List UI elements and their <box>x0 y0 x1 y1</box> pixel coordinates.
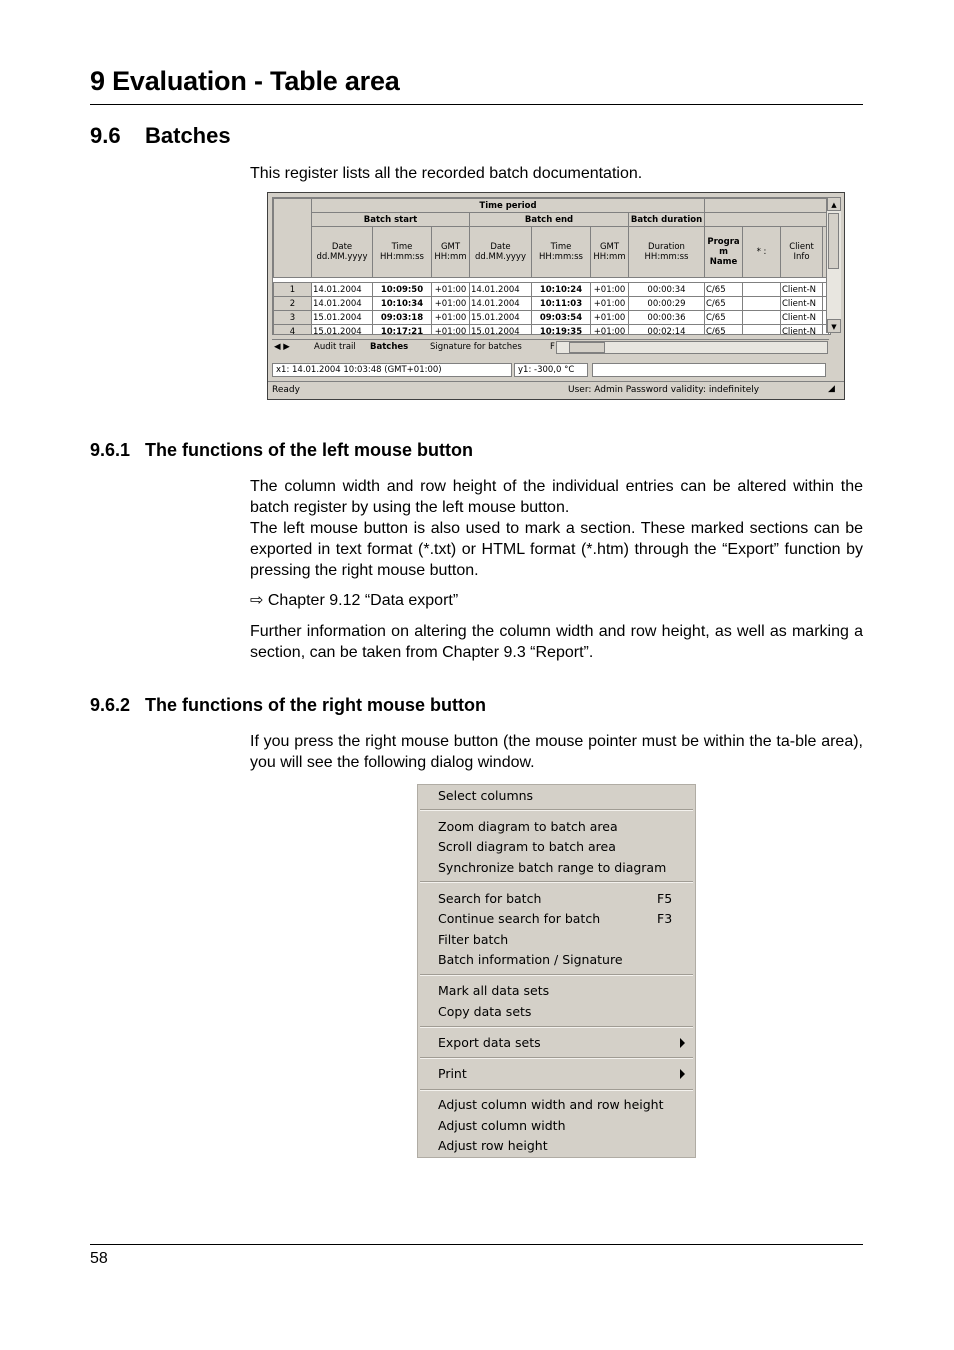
header-batch-start: Batch start <box>312 213 470 227</box>
section-number: 9.6 <box>90 123 121 148</box>
menu-item-select-columns[interactable]: Select columns <box>438 788 534 803</box>
scroll-thumb[interactable] <box>828 213 839 269</box>
col-start-date[interactable]: Date dd.MM.yyyy <box>312 227 373 278</box>
col-client-info[interactable]: Client Info <box>781 227 823 278</box>
subsection-2-number: 9.6.2 <box>90 695 131 715</box>
col-start-time[interactable]: Time HH:mm:ss <box>373 227 432 278</box>
status-user: User: Admin Password validity: indefinitely <box>568 385 760 395</box>
col-start-gmt[interactable]: GMT HH:mm <box>432 227 470 278</box>
menu-item-search[interactable]: Search for batch <box>438 891 542 906</box>
subsection-1-title: The functions of the left mouse button <box>145 440 473 460</box>
col-end-date[interactable]: Date dd.MM.yyyy <box>470 227 532 278</box>
menu-item-adjust-row[interactable]: Adjust row height <box>438 1138 548 1153</box>
footer-rule <box>90 1244 863 1245</box>
menu-item-mark-all[interactable]: Mark all data sets <box>438 983 550 998</box>
cursor-y-readout: y1: -300,0 °C <box>514 363 588 377</box>
menu-item-synchronize[interactable]: Synchronize batch range to diagram <box>438 860 667 875</box>
subsection-1-body <box>250 476 863 663</box>
paragraph: The left mouse button is also used to mark a section. These marked sections can be exported in text format (*.txt) or HTML format (*.htm) through the “Export” function by pressing the right mouse button. <box>250 520 863 579</box>
col-star[interactable]: * : <box>743 227 781 278</box>
menu-item-zoom[interactable]: Zoom diagram to batch area <box>438 819 618 834</box>
paragraph: The column width and row height of the individual entries can be altered within the batch register by using the left mouse button. <box>250 478 863 516</box>
paragraph: Further information on altering the column width and row height, as well as marking a section, can be taken from Chapter 9.3 “Report”. <box>250 623 863 661</box>
menu-item-filter[interactable]: Filter batch <box>438 932 509 947</box>
menu-separator <box>420 1089 693 1091</box>
table-row[interactable]: 4 15.01.2004 10:17:21 +01:00 15.01.2004 10:19:35 +01:00 00:02:14 C/65 Client-N <box>274 325 829 336</box>
shortcut-f3: F3 <box>657 911 673 926</box>
menu-separator <box>420 1026 693 1028</box>
section-title: Batches <box>145 123 231 148</box>
context-menu-screenshot <box>417 784 696 1158</box>
menu-item-continue-search[interactable]: Continue search for batch <box>438 911 601 926</box>
tab-extra[interactable]: F <box>550 342 555 352</box>
header-batch-end: Batch end <box>470 213 629 227</box>
batch-register-screenshot <box>267 192 845 400</box>
menu-separator <box>420 881 693 883</box>
table-row[interactable]: 1 14.01.2004 10:09:50 +01:00 14.01.2004 10:10:24 +01:00 00:00:34 C/65 Client-N <box>274 283 829 297</box>
cross-reference-text: Chapter 9.12 “Data export” <box>267 592 459 609</box>
batch-table <box>273 198 829 335</box>
scroll-up-arrow-icon[interactable]: ▲ <box>827 197 841 211</box>
menu-item-batch-info[interactable]: Batch information / Signature <box>438 952 623 967</box>
menu-item-print[interactable]: Print <box>438 1066 467 1081</box>
header-blank <box>705 199 829 213</box>
submenu-arrow-icon <box>680 1069 685 1079</box>
menu-item-scroll[interactable]: Scroll diagram to batch area <box>438 839 616 854</box>
cursor-x-readout: x1: 14.01.2004 10:03:48 (GMT+01:00) <box>272 363 512 377</box>
corner-cell[interactable] <box>274 199 312 278</box>
status-ready: Ready <box>272 385 300 395</box>
tab-signature[interactable]: Signature for batches <box>430 342 522 352</box>
tab-nav-left-icon[interactable]: ◀ ▶ <box>274 342 290 352</box>
resize-grip-icon[interactable]: ◢ <box>828 384 835 394</box>
menu-item-adjust-both[interactable]: Adjust column width and row height <box>438 1097 664 1112</box>
header-time-period: Time period <box>312 199 705 213</box>
status-bar <box>268 381 844 400</box>
table-row[interactable]: 2 14.01.2004 10:10:34 +01:00 14.01.2004 10:11:03 +01:00 00:00:29 C/65 Client-N <box>274 297 829 311</box>
header-blank-2 <box>705 213 829 227</box>
menu-item-copy[interactable]: Copy data sets <box>438 1004 532 1019</box>
header-batch-duration: Batch duration <box>629 213 705 227</box>
menu-separator <box>420 1057 693 1059</box>
menu-separator <box>420 809 693 811</box>
shortcut-f5: F5 <box>657 891 673 906</box>
col-end-time[interactable]: Time HH:mm:ss <box>532 227 591 278</box>
horizontal-scrollbar[interactable] <box>556 341 828 354</box>
status-blank-field <box>592 363 826 377</box>
table-row[interactable]: 3 15.01.2004 09:03:18 +01:00 15.01.2004 09:03:54 +01:00 00:00:36 C/65 Client-N <box>274 311 829 325</box>
menu-separator <box>420 974 693 976</box>
subsection-1-number: 9.6.1 <box>90 440 131 460</box>
col-program-name[interactable]: Progra m Name <box>705 227 743 278</box>
vertical-scrollbar[interactable] <box>826 197 841 333</box>
chapter-heading: 9 Evaluation - Table area <box>90 66 400 96</box>
col-duration[interactable]: Duration HH:mm:ss <box>629 227 705 278</box>
batch-table-grid <box>272 197 831 335</box>
submenu-arrow-icon <box>680 1038 685 1048</box>
page-number: 58 <box>90 1250 108 1267</box>
section-intro: This register lists all the recorded batch documentation. <box>250 165 643 182</box>
arrow-right-icon: ⇨ <box>250 592 264 609</box>
subsection-2-title: The functions of the right mouse button <box>145 695 486 715</box>
col-end-gmt[interactable]: GMT HH:mm <box>591 227 629 278</box>
subsection-1-heading <box>90 440 473 461</box>
tab-audit-trail[interactable]: Audit trail <box>314 342 356 352</box>
scroll-down-arrow-icon[interactable]: ▼ <box>827 319 841 333</box>
menu-item-adjust-column[interactable]: Adjust column width <box>438 1118 566 1133</box>
tab-batches[interactable]: Batches <box>370 342 409 352</box>
header-rule <box>90 104 863 105</box>
subsection-2-heading <box>90 695 486 716</box>
hscroll-thumb[interactable] <box>569 342 605 353</box>
cross-reference <box>250 590 863 611</box>
subsection-2-body: If you press the right mouse button (the mouse pointer must be within the ta-ble area), you will see the following dialog window. <box>250 733 863 771</box>
section-heading <box>90 123 231 149</box>
menu-item-export[interactable]: Export data sets <box>438 1035 541 1050</box>
